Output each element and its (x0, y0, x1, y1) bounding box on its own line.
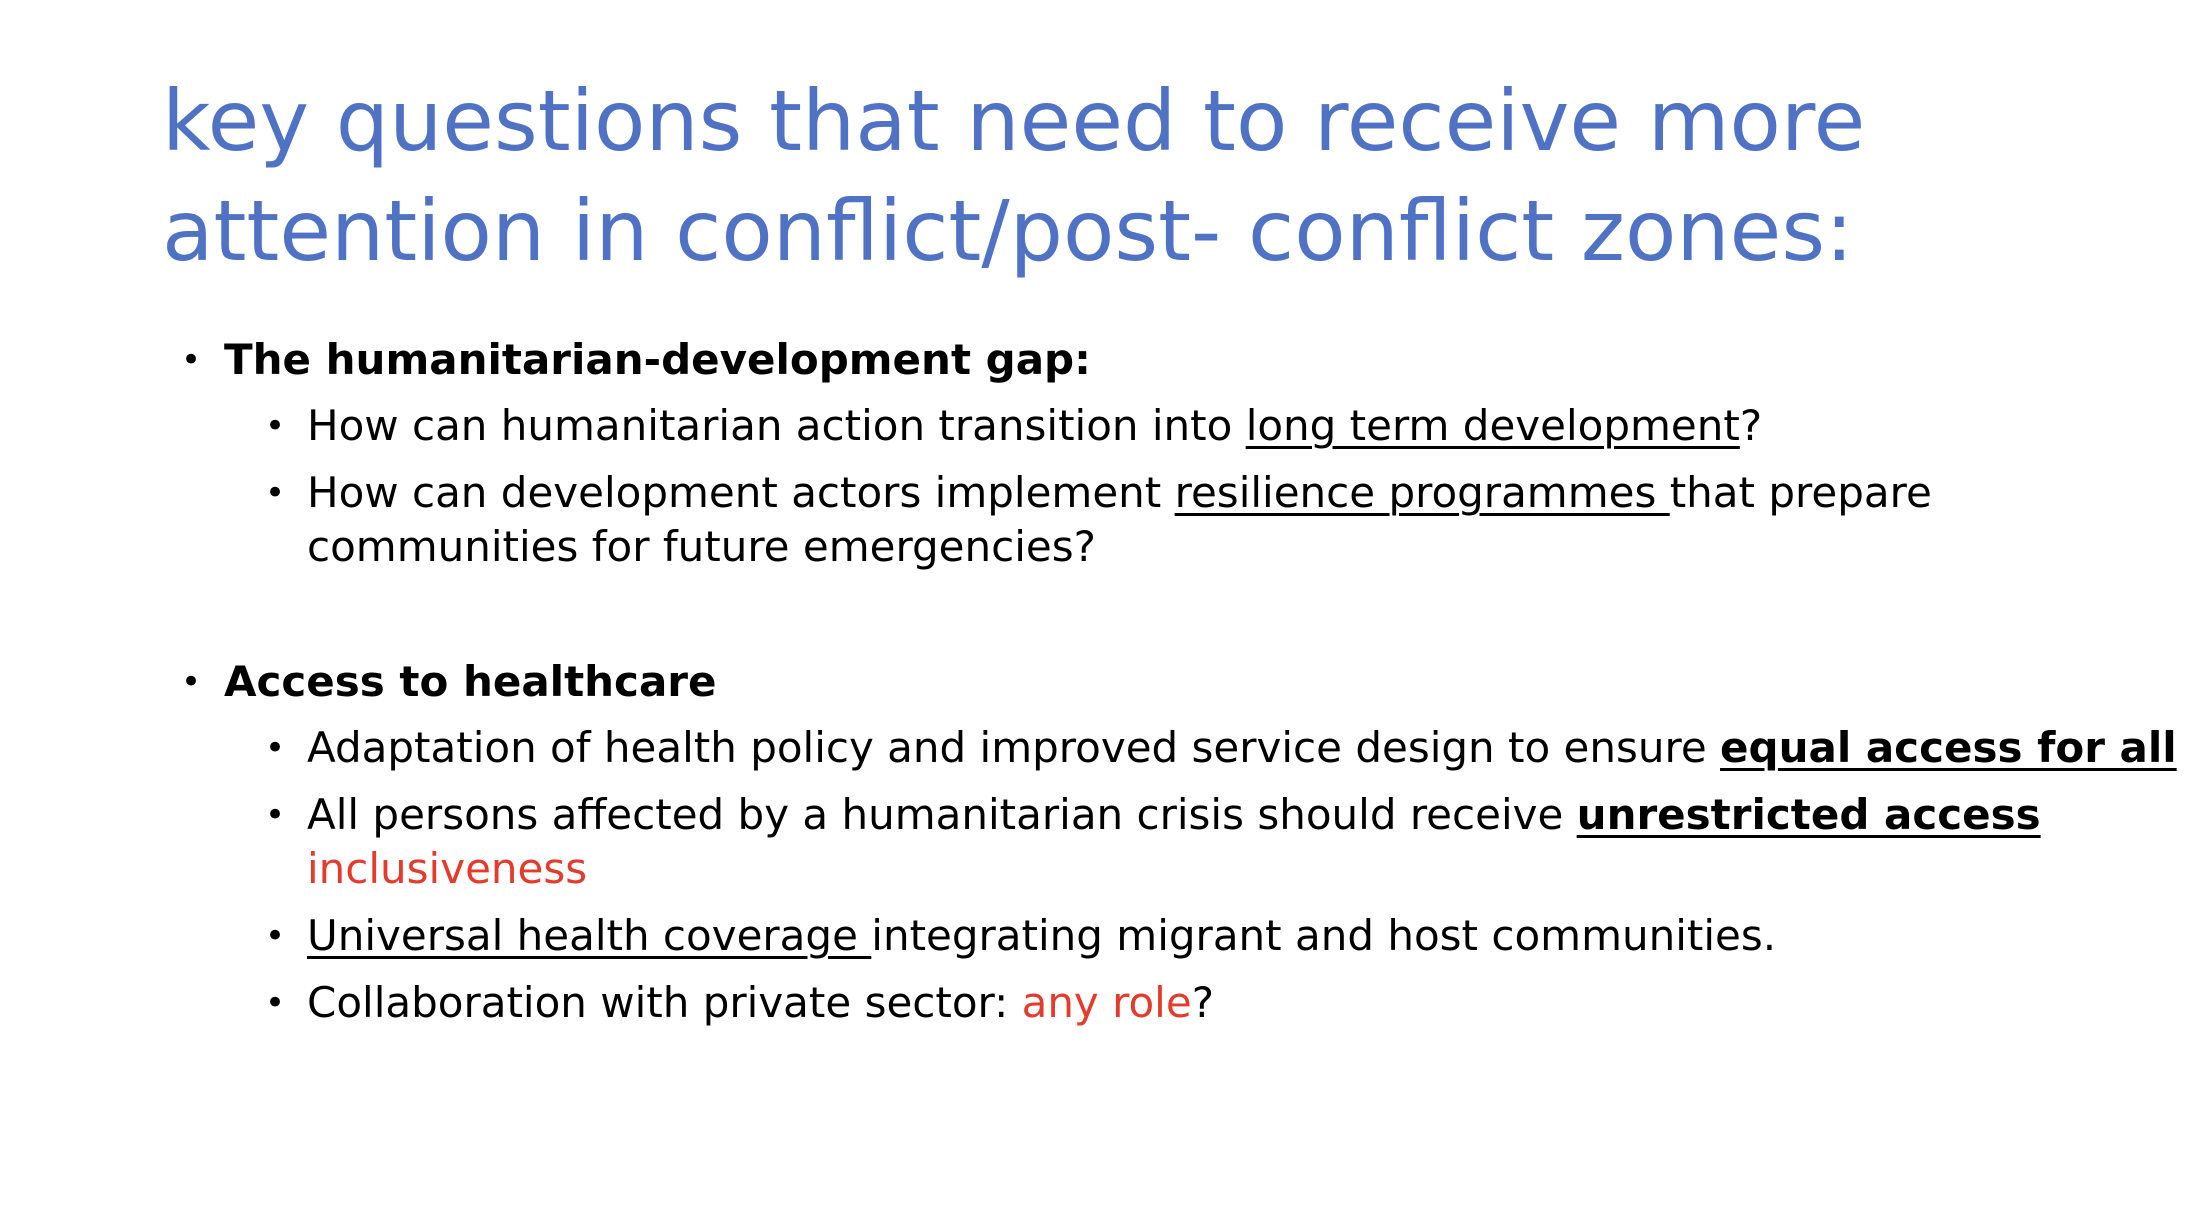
item-underlined-bold-text: equal access for all (1720, 723, 2177, 772)
section-heading-healthcare: Access to healthcare (224, 657, 717, 706)
bullet-icon: • (265, 916, 286, 956)
item-text: How can development actors implement (307, 468, 1175, 517)
slide-title (162, 66, 2122, 286)
item-text: Adaptation of health policy and improved service design to ensure (307, 723, 1721, 772)
bullet-icon: • (265, 728, 286, 768)
item-text: How can humanitarian action transition into (307, 401, 1246, 450)
item-highlight-text: any role (1021, 978, 1192, 1027)
item-underlined-text: long term development (1245, 401, 1740, 450)
list-item (307, 721, 2177, 775)
item-text: All persons affected by a humanitarian crisis should receive (307, 790, 1577, 839)
item-text: Collaboration with private sector: (307, 978, 1022, 1027)
slide-title-line-1: key questions that need to receive more (162, 72, 1866, 170)
item-underlined-text: Universal health coverage (307, 911, 872, 960)
bullet-icon: • (265, 406, 286, 446)
list-item (307, 399, 1762, 453)
list-item (307, 909, 1776, 963)
item-text: that prepare (1669, 468, 1932, 517)
item-text: ? (1739, 401, 1763, 450)
bullet-icon: • (265, 795, 286, 835)
bullet-icon: • (181, 340, 202, 380)
item-highlight-text: inclusiveness (307, 844, 588, 893)
item-text: integrating migrant and host communities. (871, 911, 1777, 960)
list-item (307, 788, 2041, 842)
slide-title-line-2: attention in conflict/post- conflict zones: (162, 182, 1854, 280)
bullet-icon: • (181, 662, 202, 702)
list-item-continuation: communities for future emergencies? (307, 522, 1096, 571)
list-item (307, 976, 1214, 1030)
item-underlined-text: resilience programmes (1174, 468, 1670, 517)
item-underlined-bold-text: unrestricted access (1576, 790, 2041, 839)
list-item (307, 466, 1932, 520)
item-text: ? (1191, 978, 1214, 1027)
section-heading-humanitarian-gap: The humanitarian-development gap: (224, 335, 1091, 384)
bullet-icon: • (265, 983, 286, 1023)
bullet-icon: • (265, 473, 286, 513)
